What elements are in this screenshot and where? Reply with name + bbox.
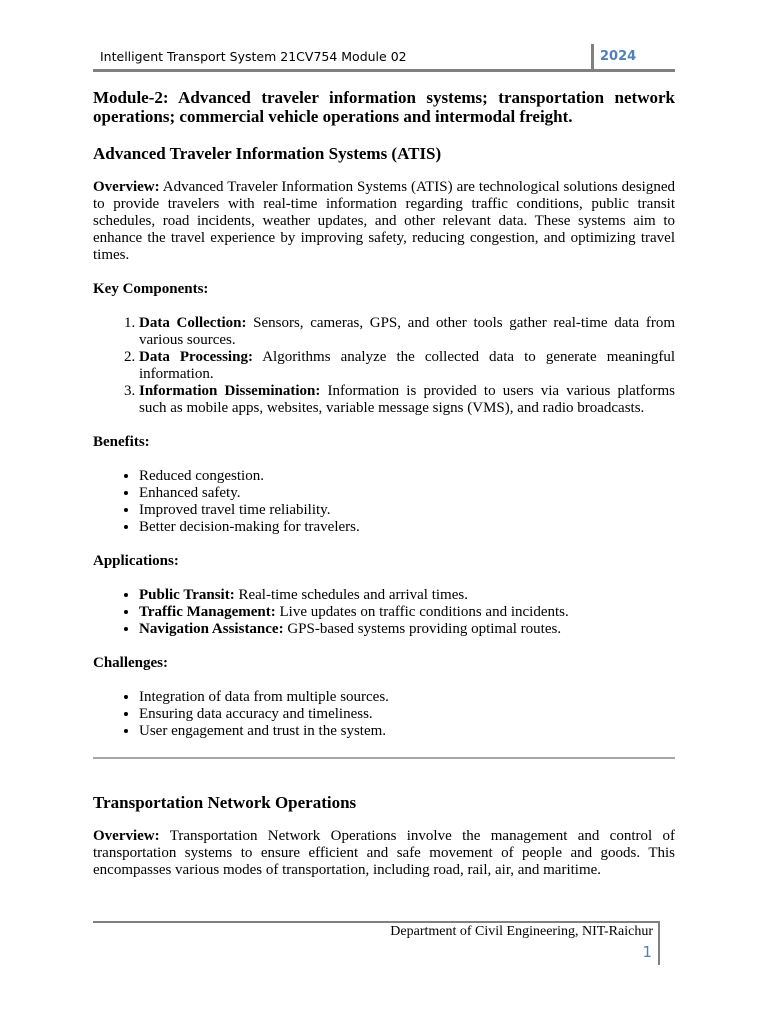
list-item-label: Data Collection:: [139, 315, 247, 331]
list-item: [139, 604, 675, 621]
atis-overview-text: Advanced Traveler Information Systems (ATIS) are technological solutions designed to provide travelers with real-time information regarding traffic conditions, public transit schedules, road incidents, weather updates, and other relevant data. These systems aim to enhance the travel experience by improving safety, reducing congestion, and optimizing travel times.: [93, 179, 675, 263]
list-item-text: Real-time schedules and arrival times.: [234, 587, 468, 603]
list-item-text: Sensors, cameras, GPS, and other tools gather real-time data from various sources.: [139, 315, 675, 348]
list-item: • Enhanced safety.: [139, 485, 675, 502]
list-item-text: GPS-based systems providing optimal routes.: [283, 621, 562, 637]
footer-divider: [658, 921, 660, 965]
atis-overview: [93, 179, 675, 264]
list-item: • Integration of data from multiple sources.: [139, 689, 675, 706]
list-item: • Better decision-making for travelers.: [139, 519, 675, 536]
tno-overview: [93, 828, 675, 879]
list-item: • Improved travel time reliability.: [139, 502, 675, 519]
list-item-label: Data Processing:: [139, 349, 253, 365]
benefits-heading: Benefits:: [93, 434, 150, 450]
key-components-list: [93, 315, 675, 417]
tno-overview-label: Overview:: [93, 828, 160, 844]
challenges-list: [93, 689, 675, 740]
header-divider: [591, 44, 594, 70]
module-title: Module-2: Advanced traveler information systems; transportation network operations; commercial vehicle operations and intermodal freight.: [93, 88, 675, 126]
list-item-text: Algorithms analyze the collected data to generate meaningful information.: [139, 349, 676, 382]
applications-list: [93, 587, 675, 638]
list-item: [139, 587, 675, 604]
footer-department: Department of Civil Engineering, NIT-Raichur: [390, 924, 653, 939]
benefits-list: [93, 468, 675, 536]
list-item-text: Live updates on traffic conditions and incidents.: [275, 604, 569, 620]
header-title: Intelligent Transport System 21CV754 Module 02: [100, 49, 407, 64]
list-item-text: Information is provided to users via various platforms such as mobile apps, websites, variable message signs (VMS), and radio broadcasts.: [139, 383, 676, 416]
list-item-label: Public Transit:: [139, 587, 235, 603]
list-item: [139, 383, 675, 417]
footer-rule: [93, 921, 660, 923]
page-footer: [93, 921, 663, 965]
list-item: [139, 349, 675, 383]
list-item-label: Information Dissemination:: [139, 383, 321, 399]
applications-heading: Applications:: [93, 553, 179, 569]
tno-heading: Transportation Network Operations: [93, 793, 357, 812]
header-year: 2024: [600, 49, 637, 64]
list-item-label: Traffic Management:: [139, 604, 276, 620]
page-header: [93, 44, 675, 72]
tno-overview-text: Transportation Network Operations involve the management and control of transportation systems to ensure efficient and safe movement of people and goods. This encompasses various modes of transportation, including road, rail, air, and maritime.: [93, 828, 675, 878]
atis-overview-label: Overview:: [93, 179, 160, 195]
document-body: [93, 88, 675, 896]
page-number: 1: [642, 943, 652, 961]
header-rule: [93, 69, 675, 72]
key-components-heading: Key Components:: [93, 281, 209, 297]
list-item: [139, 621, 675, 638]
atis-heading: Advanced Traveler Information Systems (ATIS): [93, 144, 442, 163]
challenges-heading: Challenges:: [93, 655, 168, 671]
list-item: • User engagement and trust in the system.: [139, 723, 675, 740]
section-divider: [93, 757, 675, 759]
list-item: [139, 315, 675, 349]
list-item: • Reduced congestion.: [139, 468, 675, 485]
list-item-label: Navigation Assistance:: [139, 621, 284, 637]
list-item: • Ensuring data accuracy and timeliness.: [139, 706, 675, 723]
